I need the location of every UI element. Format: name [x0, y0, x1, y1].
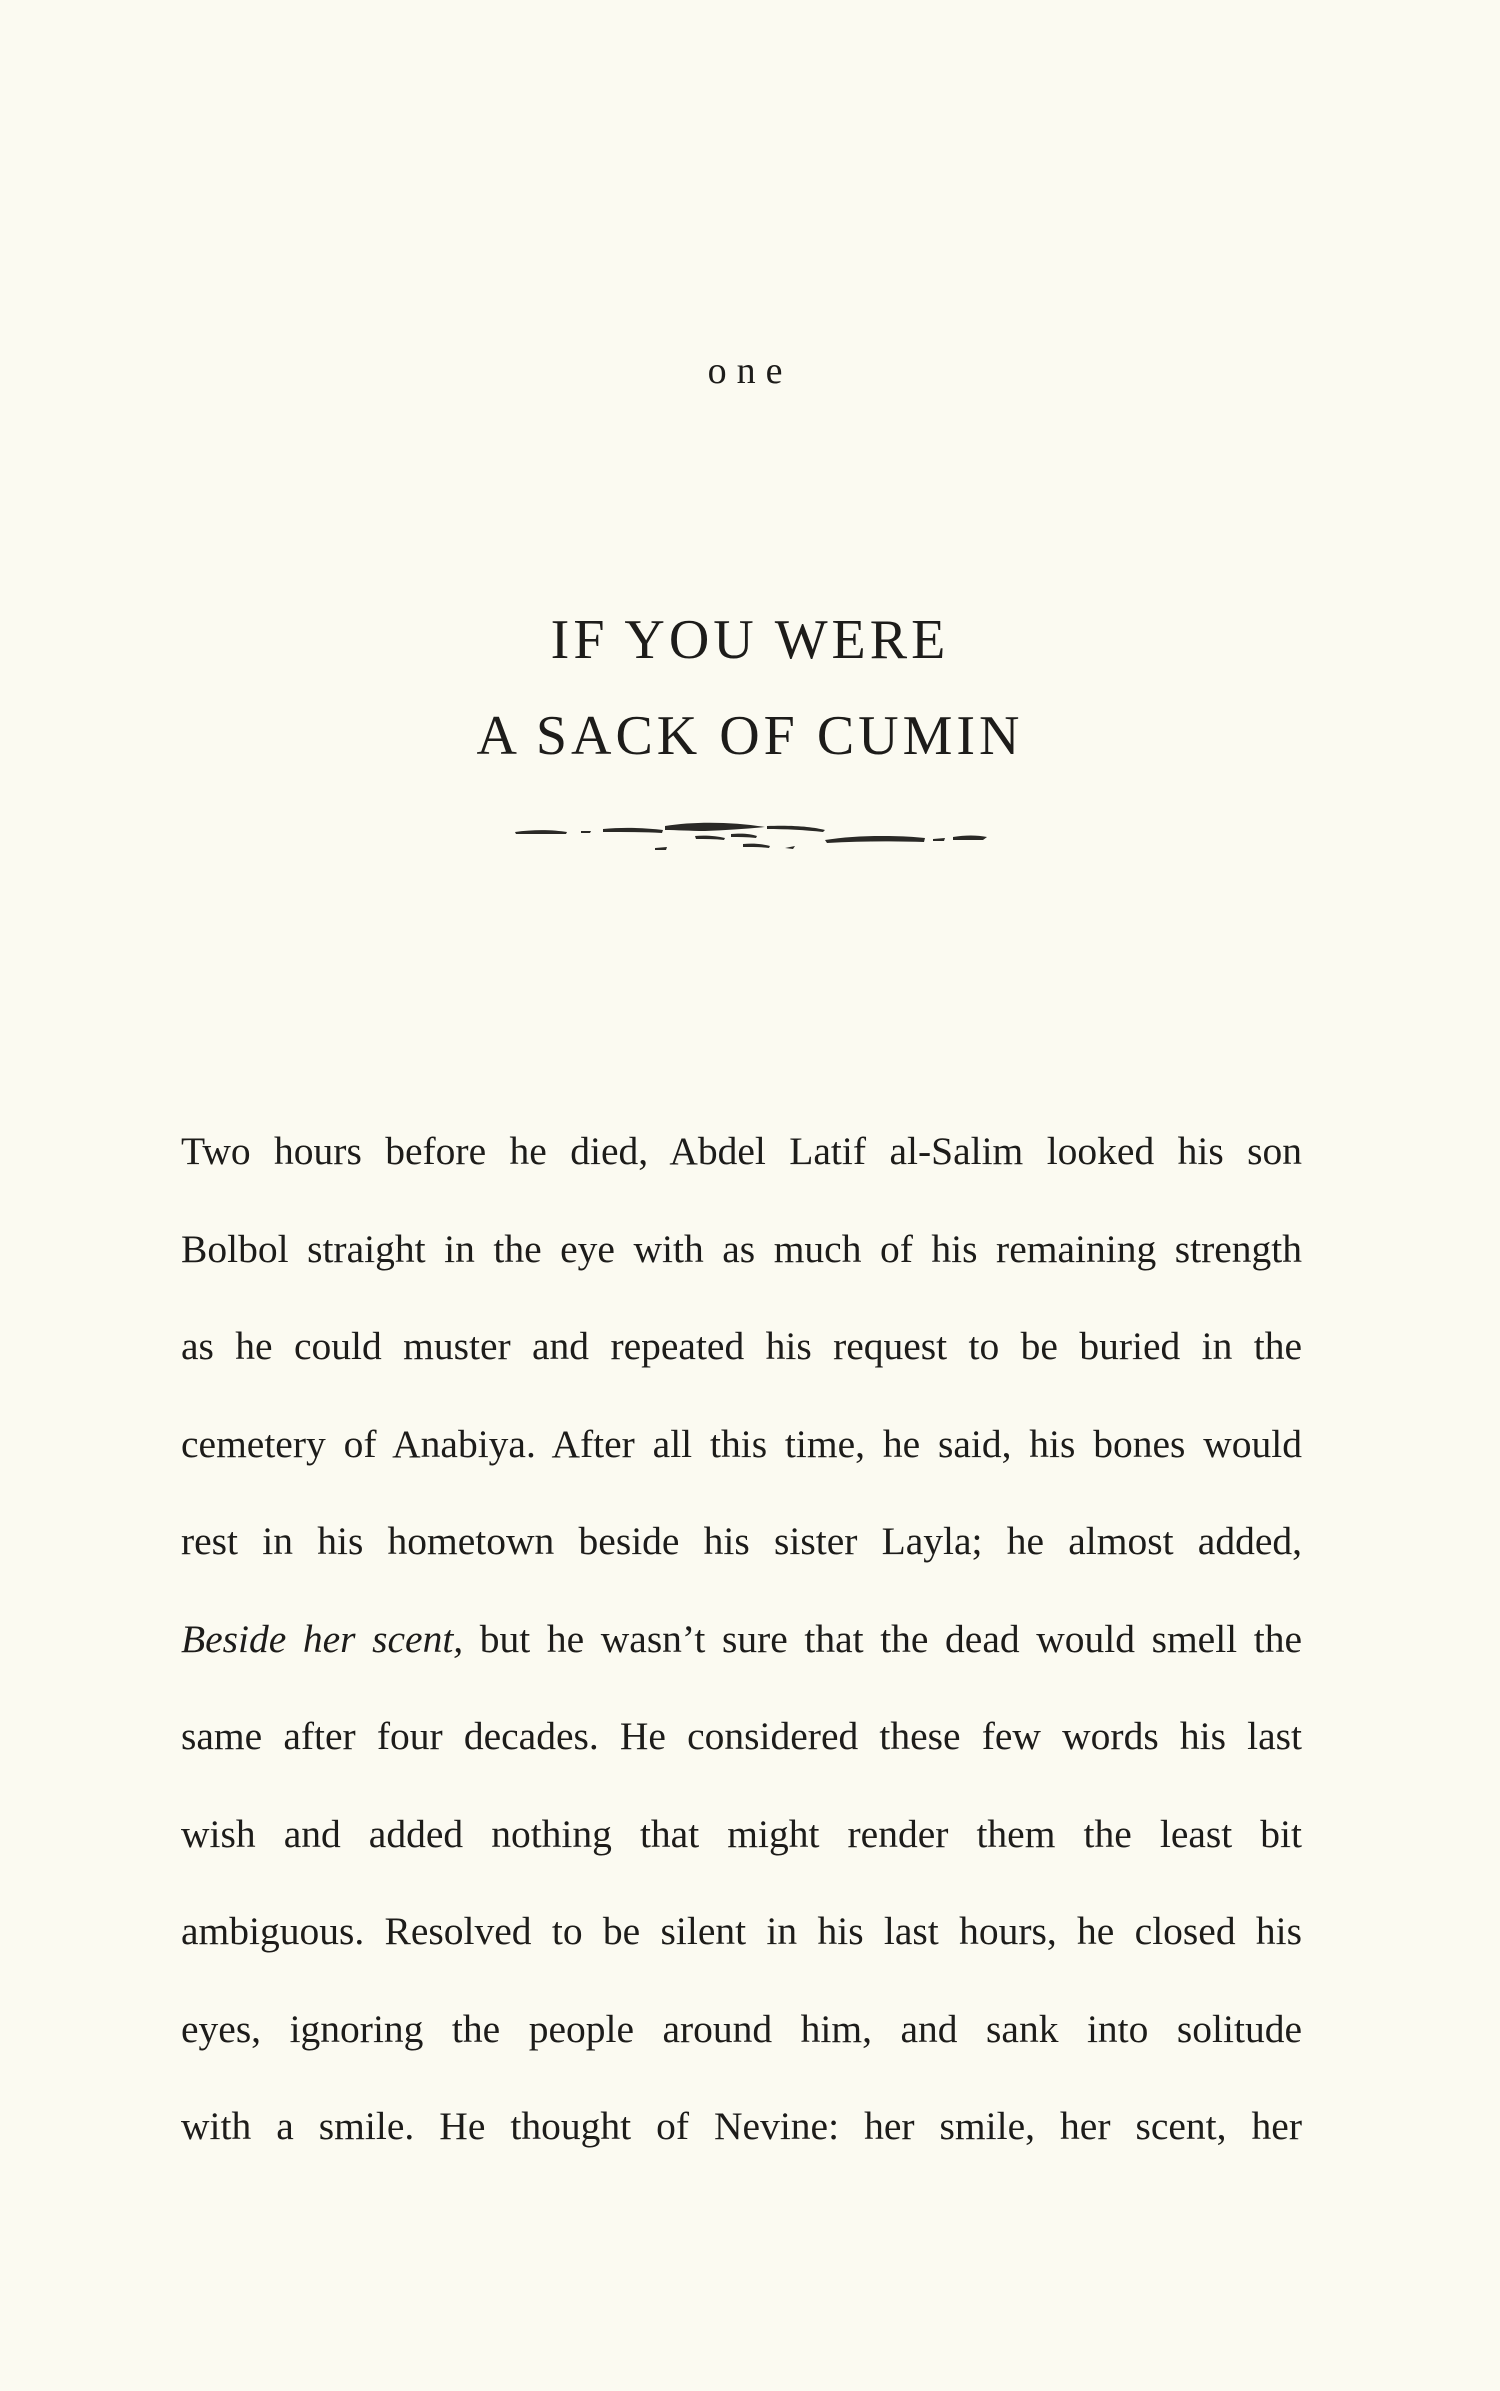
text-line-with-italic	[181, 1591, 1302, 1689]
text-line-rest: but he wasn’t sure that the dead would smell the	[479, 1616, 1303, 1661]
text-line: ambiguous. Resolved to be silent in his last hours, he closed his	[181, 1909, 1302, 1953]
text-line: rest in his hometown beside his sister Layla; he almost added,	[181, 1519, 1302, 1563]
chapter-title	[0, 592, 1500, 784]
text-line: with a smile. He thought of Nevine: her smile, her scent, her	[181, 2104, 1302, 2148]
chapter-number: one	[707, 350, 793, 392]
chapter-title-line-2: A SACK OF CUMIN	[476, 705, 1024, 767]
chapter-title-line-1: IF YOU WERE	[550, 609, 950, 671]
text-line: same after four decades. He considered these few words his last	[181, 1714, 1302, 1758]
text-line: Two hours before he died, Abdel Latif al-Salim looked his son	[181, 1129, 1302, 1173]
text-line: eyes, ignoring the people around him, and sank into solitude	[181, 2006, 1302, 2051]
text-line: cemetery of Anabiya. After all this time, he said, his bones would	[181, 1421, 1302, 1466]
text-line: wish and added nothing that might render them the least bit	[181, 1811, 1302, 1856]
text-line: Bolbol straight in the eye with as much of his remaining strength	[181, 1226, 1302, 1271]
italic-phrase: Beside her scent,	[181, 1616, 464, 1661]
decorative-ornament	[495, 818, 995, 878]
body-text	[181, 1103, 1302, 2176]
text-line: as he could muster and repeated his request to be buried in the	[181, 1324, 1302, 1368]
